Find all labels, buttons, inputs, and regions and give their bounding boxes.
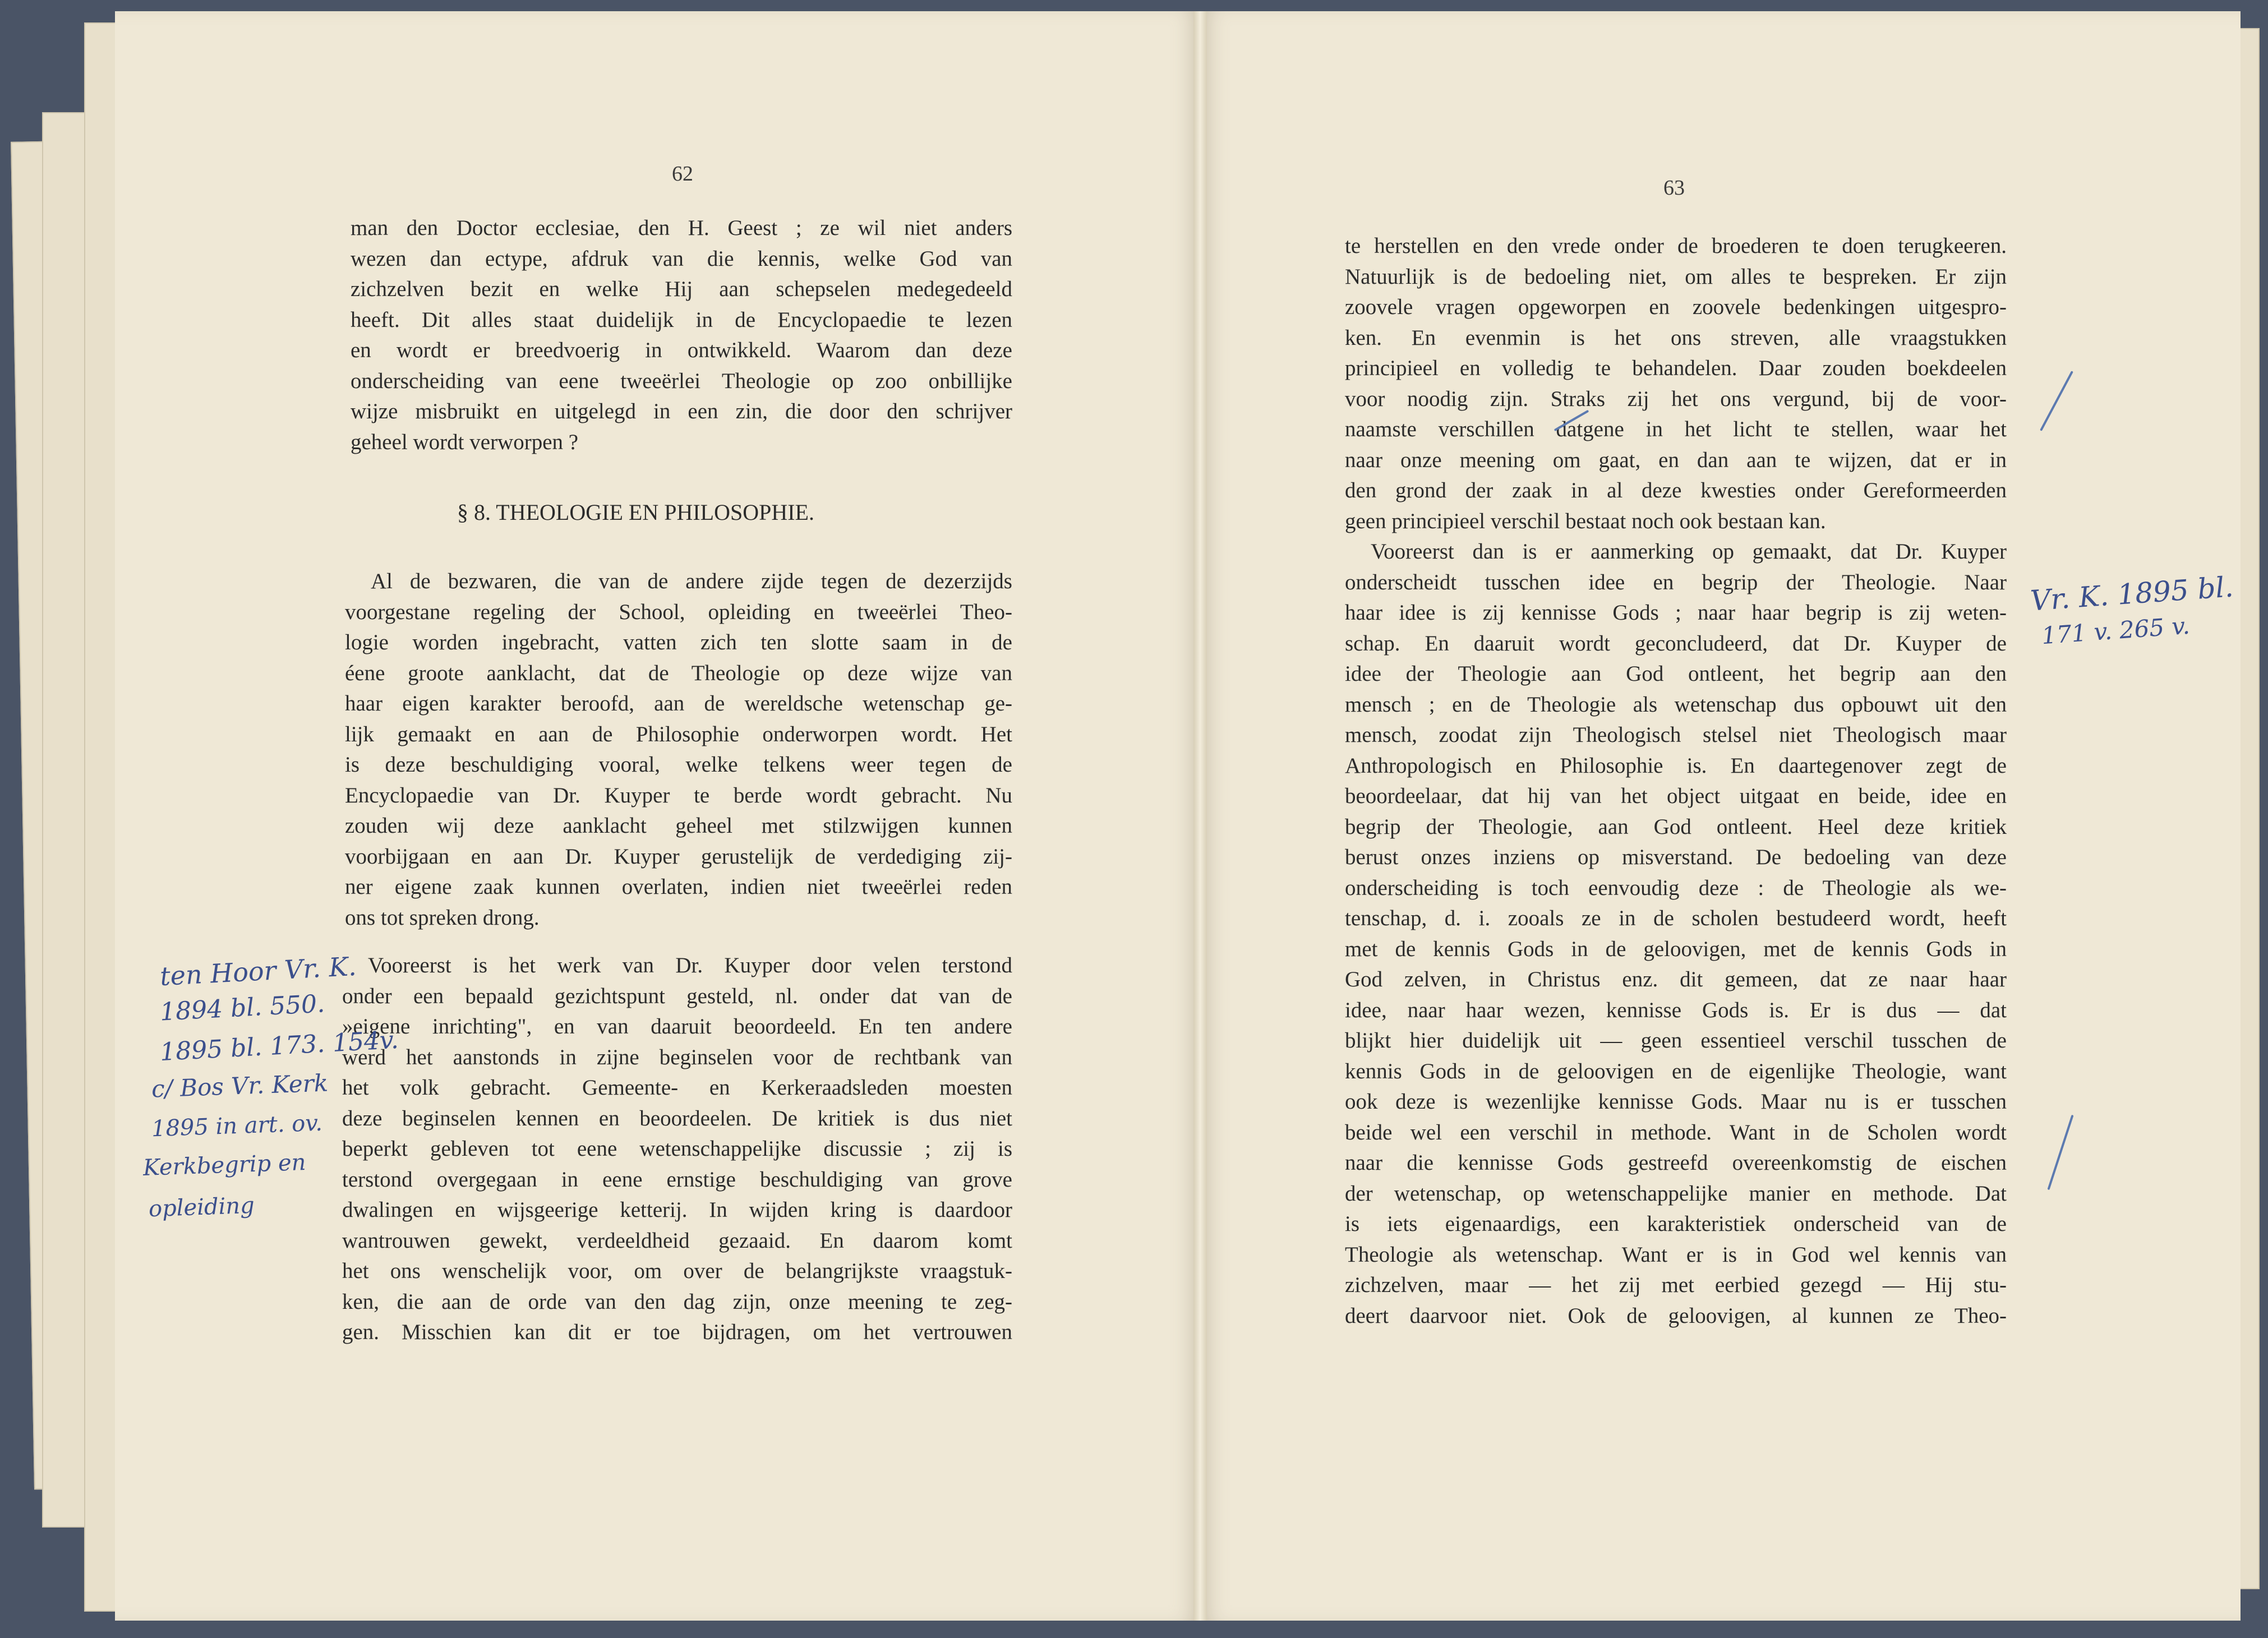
right-page-line: naar onze meening om gaat, en dan aan te wijzen, dat er in — [1345, 447, 2007, 472]
right-page-line: blijkt hier duidelijk uit — geen essentieel verschil tusschen de — [1345, 1028, 2007, 1053]
margin-note-left-5: 1895 in art. ov. — [151, 1110, 323, 1142]
right-page-line: ken. En evenmin is het ons streven, alle vraagstukken — [1345, 325, 2007, 350]
margin-note-left-4: c/ Bos Vr. Kerk — [151, 1069, 329, 1103]
left-paragraph-2-line: Vooreerst is het werk van Dr. Kuyper door velen terstond — [368, 953, 1012, 977]
left-continuation-line: geheel wordt verworpen ? — [351, 430, 579, 454]
left-paragraph-1-line: ons tot spreken drong. — [345, 905, 540, 930]
right-page-line: den grond der zaak in al deze kwesties onder Gereformeerden — [1345, 478, 2007, 502]
left-paragraph-1-line: zouden wij deze aanklacht geheel met stilzwijgen kunnen — [345, 814, 1012, 838]
left-paragraph-2-line: ken, die aan de orde van den dag zijn, onze meening te zeg- — [342, 1289, 1012, 1314]
left-paragraph-2-line: beperkt gebleven tot eene wetenschappelijke discussie ; zij is — [342, 1137, 1012, 1161]
right-page-line: Theologie als wetenschap. Want er is in God wel kennis van — [1345, 1242, 2007, 1267]
right-page-line: Vooreerst dan is er aanmerking op gemaakt, dat Dr. Kuyper — [1371, 539, 2007, 564]
left-paragraph-2-line: »eigene inrichting", en van daaruit beoordeeld. En ten andere — [342, 1014, 1012, 1039]
left-paragraph-2-line: het ons wenschelijk voor, om over de belangrijkste vraagstuk- — [342, 1259, 1012, 1283]
left-paragraph-1-line: Al de bezwaren, die van de andere zijde tegen de dezerzijds — [371, 569, 1012, 593]
left-paragraph-2-line: werd het aanstonds in zijne beginselen voor de rechtbank van — [342, 1045, 1012, 1069]
right-page-line: kennis Gods in de geloovigen en de eigenlijke Theologie, want — [1345, 1059, 2007, 1083]
right-page-line: onderscheidt tusschen idee en begrip der Theologie. Naar — [1345, 570, 2007, 594]
left-paragraph-1-line: lijk gemaakt en aan de Philosophie onderworpen wordt. Het — [345, 722, 1012, 746]
left-paragraph-2-line: wantrouwen gewekt, verdeeldheid gezaaid. En daarom komt — [342, 1228, 1012, 1253]
right-page-line: met de kennis Gods in de geloovigen, met de kennis Gods in — [1345, 936, 2007, 961]
left-paragraph-1-line: éene groote aanklacht, dat de Theologie op deze wijze van — [345, 661, 1012, 685]
left-continuation-line: zichzelven bezit en welke Hij aan schepselen medegedeeld — [351, 277, 1012, 301]
left-paragraph-1-line: voorgestane regeling der School, opleiding en tweeërlei Theo- — [345, 599, 1012, 624]
margin-note-right-2: 171 v. 265 v. — [2040, 611, 2191, 650]
right-page-text — [1345, 231, 2007, 1331]
right-page-line: onderscheiding is toch eenvoudig deze : de Theologie als we- — [1345, 875, 2007, 900]
left-paragraph-1-line: Encyclopaedie van Dr. Kuyper te berde wordt gebracht. Nu — [345, 783, 1012, 808]
right-page-line: te herstellen en den vrede onder de broederen te doen terugkeeren. — [1345, 234, 2007, 258]
left-continuation-text — [351, 213, 1012, 458]
left-paragraph-2-line: terstond overgegaan in eene ernstige beschuldiging van grove — [342, 1167, 1012, 1192]
right-page-line: deert daarvoor niet. Ook de geloovigen, al kunnen ze Theo- — [1345, 1303, 2007, 1328]
left-paragraph-2-line: deze beginselen kennen en beoordeelen. De kritiek is dus niet — [342, 1106, 1012, 1131]
right-page-line: is iets eigenaardigs, een karakteristiek onderscheid van de — [1345, 1212, 2007, 1236]
left-paragraph-2 — [342, 950, 1012, 1348]
left-paragraph-1 — [345, 566, 1012, 933]
left-continuation-line: wezen dan ectype, afdruk van die kennis, welke God van — [351, 246, 1012, 271]
left-paragraph-1-line: haar eigen karakter beroofd, aan de wereldsche wetenschap ge- — [345, 691, 1012, 716]
left-paragraph-1-line: is deze beschuldiging vooral, welke telkens weer tegen de — [345, 753, 1012, 777]
right-page-line: zichzelven, maar — het zij met eerbied gezegd — Hij stu- — [1345, 1273, 2007, 1297]
right-page-number: 63 — [1663, 176, 1685, 200]
right-page-line: naamste verschillen datgene in het licht te stellen, waar het — [1345, 417, 2007, 441]
right-page-line: berust onzes inziens op misverstand. De bedoeling van deze — [1345, 845, 2007, 869]
left-paragraph-2-line: onder een bepaald gezichtspunt gesteld, nl. onder dat van de — [342, 984, 1012, 1008]
right-page-line: zoovele vragen opgeworpen en zoovele bedenkingen uitgespro- — [1345, 295, 2007, 319]
right-page-line: begrip der Theologie, aan God ontleent. Heel deze kritiek — [1345, 814, 2007, 839]
margin-note-left-2: 1894 bl. 550. — [159, 989, 326, 1027]
right-page-line: idee der Theologie aan God ontleent, het begrip aan den — [1345, 662, 2007, 686]
margin-note-left-7: opleiding — [148, 1192, 255, 1222]
right-page-line: geen principieel verschil bestaat noch ook bestaan kan. — [1345, 509, 1826, 533]
left-paragraph-2-line: het volk gebracht. Gemeente- en Kerkeraadsleden moesten — [342, 1076, 1012, 1100]
right-page-line: beoordeelaar, dat hij van het object uitgaat en beide, idee en — [1345, 784, 2007, 808]
book-gutter — [1193, 11, 1207, 1621]
left-continuation-line: man den Doctor ecclesiae, den H. Geest ; ze wil niet anders — [351, 216, 1012, 240]
left-paragraph-1-line: ner eigene zaak kunnen overlaten, indien niet tweeërlei reden — [345, 875, 1012, 899]
right-page-line: beide wel een verschil in methode. Want in de Scholen wordt — [1345, 1120, 2007, 1145]
left-paragraph-1-line: logie worden ingebracht, vatten zich ten slotte saam in de — [345, 630, 1012, 654]
right-page-line: mensch ; en de Theologie als wetenschap dus opbouwt uit den — [1345, 692, 2007, 717]
margin-note-right-1: Vr. K. 1895 bl. — [2029, 570, 2235, 617]
left-continuation-line: wijze misbruikt en uitgelegd in een zin, die door den schrijver — [351, 399, 1012, 423]
left-continuation-line: heeft. Dit alles staat duidelijk in de Encyclopaedie te lezen — [351, 307, 1012, 332]
left-paragraph-2-line: dwalingen en wijsgeerige ketterij. In wijden kring is daardoor — [342, 1198, 1012, 1222]
right-page-line: idee, naar haar wezen, kennisse Gods is. Er is dus — dat — [1345, 998, 2007, 1022]
left-continuation-line: onderscheiding van eene tweeërlei Theologie op zoo onbillijke — [351, 368, 1012, 393]
right-page-line: ook deze is wezenlijke kennisse Gods. Maar nu is er tusschen — [1345, 1090, 2007, 1114]
margin-note-left-3: 1895 bl. 173. 154v. — [159, 1025, 399, 1067]
right-page-line: Natuurlijk is de bedoeling niet, om alles te bespreken. Er zijn — [1345, 264, 2007, 289]
right-page-line: schap. En daaruit wordt geconcludeerd, dat Dr. Kuyper de — [1345, 631, 2007, 656]
right-page-line: principieel en volledig te behandelen. Daar zouden boekdeelen — [1345, 356, 2007, 380]
right-page-line: mensch, zoodat zijn Theologisch stelsel niet Theologisch maar — [1345, 723, 2007, 747]
right-page-line: der wetenschap, op wetenschappelijke manier en methode. Dat — [1345, 1181, 2007, 1206]
right-page-line: Anthropologisch en Philosophie is. En daartegenover zegt de — [1345, 753, 2007, 778]
margin-note-left-6: Kerkbegrip en — [142, 1149, 307, 1182]
left-paragraph-2-line: gen. Misschien kan dit er toe bijdragen, om het vertrouwen — [342, 1320, 1012, 1344]
section-heading: § 8. THEOLOGIE EN PHILOSOPHIE. — [457, 500, 814, 525]
left-paragraph-1-line: voorbijgaan en aan Dr. Kuyper gerustelijk de verdediging zij- — [345, 844, 1012, 869]
right-page-line: naar die kennisse Gods gestreefd overeenkomstig de eischen — [1345, 1151, 2007, 1175]
left-page-number: 62 — [672, 162, 693, 186]
right-page-line: voor noodig zijn. Straks zij het ons vergund, bij de voor- — [1345, 386, 2007, 411]
right-page-line: God zelven, in Christus enz. dit gemeen, dat ze naar haar — [1345, 967, 2007, 991]
margin-note-left-1: ten Hoor Vr. K. — [159, 950, 357, 992]
left-continuation-line: en wordt er breedvoerig in ontwikkeld. Waarom dan deze — [351, 338, 1012, 362]
right-page-line: tenschap, d. i. zooals ze in de scholen bestudeerd wordt, heeft — [1345, 906, 2007, 930]
right-page-line: haar idee is zij kennisse Gods ; naar haar begrip is zij weten- — [1345, 601, 2007, 625]
